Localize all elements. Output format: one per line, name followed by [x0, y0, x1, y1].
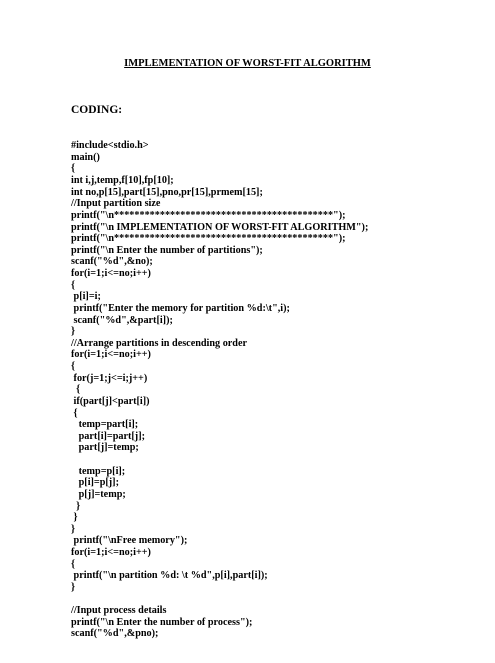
code-line: { [71, 163, 76, 175]
code-line: part[i]=part[j]; [71, 430, 145, 442]
code-line [71, 454, 471, 466]
code-line: #include<stdio.h> [71, 140, 149, 152]
code-line: p[i]=i; [71, 291, 101, 303]
section-heading: CODING: [71, 104, 123, 117]
code-line: p[i]=p[j]; [71, 477, 119, 489]
code-line: temp=p[i]; [71, 465, 126, 477]
code-line: printf("\n*******************************************"); [71, 209, 346, 221]
code-line: { [71, 384, 81, 396]
code-line: } [71, 581, 76, 593]
code-block [71, 82, 471, 663]
code-line: part[j]=temp; [71, 442, 139, 454]
code-line: scanf("%d",&part[i]); [71, 314, 173, 326]
code-line: for(i=1;i<=no;i++) [71, 268, 151, 279]
code-line: { [71, 279, 76, 291]
code-line: scanf("%d",&no); [71, 256, 153, 268]
code-line [71, 594, 471, 606]
code-line: printf("Enter the memory for partition %d:\t",i); [71, 302, 290, 314]
code-line: } [71, 523, 76, 535]
code-lines [71, 140, 471, 640]
code-line: printf("\n IMPLEMENTATION OF WORST-FIT ALGORITHM"); [71, 221, 369, 233]
code-line: int no,p[15],part[15],pno,pr[15],prmem[15]; [71, 186, 263, 198]
code-line: printf("\nFree memory"); [71, 535, 188, 547]
code-line: main() [71, 151, 100, 163]
code-line: //Input process details [71, 605, 167, 617]
code-line: for(i=1;i<=no;i++) [71, 349, 151, 361]
code-line: } [71, 512, 78, 524]
code-line: { [71, 558, 76, 570]
code-line: } [71, 500, 81, 512]
code-line: scanf("%d",&pno); [71, 628, 159, 640]
code-line: for(i=1;i<=no;i++) [71, 547, 151, 558]
code-line: { [71, 361, 76, 372]
code-line: for(j=1;j<=i;j++) [71, 372, 148, 384]
code-line: int i,j,temp,f[10],fp[10]; [71, 175, 174, 186]
code-line: p[j]=temp; [71, 488, 126, 500]
document-title: IMPLEMENTATION OF WORST-FIT ALGORITHM [124, 58, 371, 69]
code-line: printf("\n Enter the number of partitions"); [71, 244, 263, 256]
code-line: } [71, 326, 76, 338]
code-line: { [71, 407, 78, 419]
code-line: //Input partition size [71, 198, 161, 210]
code-line: printf("\n*******************************************"); [71, 233, 346, 245]
code-line: printf("\n Enter the number of process"); [71, 616, 253, 628]
code-line: temp=part[i]; [71, 419, 139, 431]
code-line: if(part[j]<part[i]) [71, 395, 150, 407]
code-line: //Arrange partitions in descending order [71, 337, 248, 349]
code-line: printf("\n partition %d: \t %d",p[i],part[i]); [71, 570, 268, 582]
